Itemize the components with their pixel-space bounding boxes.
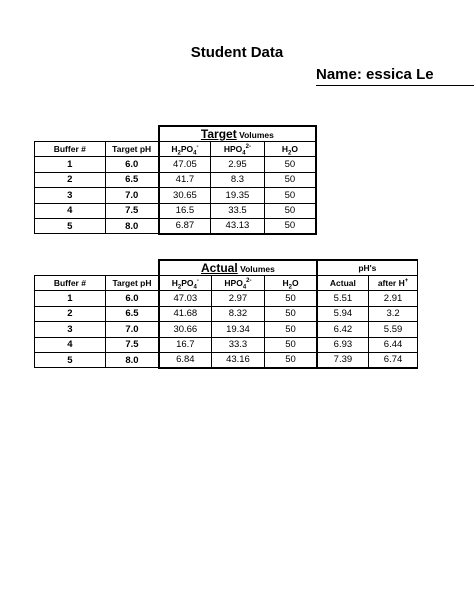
h2o-cell: 50 <box>265 337 317 352</box>
actual-ph-cell: 6.42 <box>317 322 369 337</box>
buffer-cell: 2 <box>35 306 106 321</box>
hpo4-header: $HPO_4^{2-}$ <box>211 276 265 291</box>
h2o-cell: 50 <box>264 172 316 187</box>
h2po4-cell: 41.68 <box>159 306 211 321</box>
h2po4-header: $H_2PO_4^-$ <box>159 276 211 291</box>
buffer-cell: 4 <box>35 337 106 352</box>
table-row <box>35 203 317 218</box>
ph-section-header: pH's <box>317 260 418 276</box>
h2o-cell: 50 <box>264 203 316 218</box>
page-title: Student Data <box>190 44 284 61</box>
target-ph-cell: 6.5 <box>105 172 159 187</box>
target-ph-cell: 8.0 <box>105 352 159 367</box>
hpo4-cell: 8.3 <box>211 172 265 187</box>
table-row <box>35 337 418 352</box>
h2o-cell: 50 <box>264 188 316 203</box>
buffer-cell: 3 <box>35 322 106 337</box>
table-row <box>35 322 418 337</box>
table-row <box>35 172 317 187</box>
target-ph-cell: 7.0 <box>105 322 159 337</box>
h2po4-cell: 47.05 <box>159 157 211 172</box>
target-ph-cell: 6.0 <box>105 157 159 172</box>
hpo4-cell: 2.97 <box>211 291 265 306</box>
student-name-label: Name: essica Le <box>316 66 434 83</box>
target-volumes-header <box>159 126 316 142</box>
h2o-cell: 50 <box>264 157 316 172</box>
hpo4-cell: 33.5 <box>211 203 265 218</box>
h2po4-cell: 6.87 <box>159 218 211 233</box>
hpo4-cell: 43.13 <box>211 218 265 233</box>
actual-volumes-title-rest: Volumes <box>240 264 275 274</box>
hpo4-cell: 8.32 <box>211 306 265 321</box>
buffer-cell: 5 <box>35 218 106 233</box>
after-h-cell: 2.91 <box>369 291 418 306</box>
hpo4-cell: 19.35 <box>211 188 265 203</box>
h2o-cell: 50 <box>265 322 317 337</box>
after-h-cell: 5.59 <box>369 322 418 337</box>
table-row <box>35 352 418 367</box>
buffer-cell: 1 <box>35 157 106 172</box>
hpo4-cell: 43.16 <box>211 352 265 367</box>
target-volumes-table <box>34 125 317 235</box>
hpo4-cell: 33.3 <box>211 337 265 352</box>
h2po4-cell: 16.5 <box>159 203 211 218</box>
student-name-field <box>316 62 474 86</box>
hpo4-cell: 2.95 <box>211 157 265 172</box>
after-h-cell: 6.44 <box>369 337 418 352</box>
target-volumes-title-main: Target <box>200 127 237 141</box>
h2o-cell: 50 <box>265 352 317 367</box>
actual-ph-cell: 7.39 <box>317 352 369 367</box>
target-ph-cell: 7.0 <box>105 188 159 203</box>
h2po4-cell: 16.7 <box>159 337 211 352</box>
after-h-header: after H+ <box>369 276 418 291</box>
h2po4-cell: 41.7 <box>159 172 211 187</box>
target-ph-cell: 7.5 <box>105 337 159 352</box>
target-ph-header: Target pH <box>105 142 159 157</box>
target-ph-cell: 8.0 <box>105 218 159 233</box>
h2po4-cell: 30.65 <box>159 188 211 203</box>
target-ph-cell: 6.5 <box>105 306 159 321</box>
target-volumes-title-rest: Volumes <box>239 130 274 140</box>
buffer-cell: 5 <box>35 352 106 367</box>
after-h-cell: 3.2 <box>369 306 418 321</box>
h2o-cell: 50 <box>264 218 316 233</box>
actual-volumes-title-main: Actual <box>201 261 238 275</box>
actual-ph-header: Actual <box>317 276 369 291</box>
h2o-header: $H_2O$ <box>264 142 316 157</box>
actual-ph-cell: 5.94 <box>317 306 369 321</box>
h2po4-cell: 47.03 <box>159 291 211 306</box>
table-row <box>35 291 418 306</box>
buffer-cell: 4 <box>35 203 106 218</box>
actual-volumes-table <box>34 259 418 369</box>
h2o-cell: 50 <box>265 291 317 306</box>
h2o-header: $H_2O$ <box>265 276 317 291</box>
table-row <box>35 218 317 233</box>
target-ph-cell: 7.5 <box>105 203 159 218</box>
hpo4-header: $HPO_4^{2-}$ <box>211 142 265 157</box>
target-ph-header: Target pH <box>105 276 159 291</box>
h2po4-cell: 30.66 <box>159 322 211 337</box>
actual-ph-cell: 5.51 <box>317 291 369 306</box>
table-row <box>35 157 317 172</box>
actual-volumes-header <box>159 260 317 276</box>
hpo4-cell: 19.34 <box>211 322 265 337</box>
buffer-cell: 2 <box>35 172 106 187</box>
buffer-header: Buffer # <box>35 142 106 157</box>
h2po4-cell: 6.84 <box>159 352 211 367</box>
target-ph-cell: 6.0 <box>105 291 159 306</box>
buffer-cell: 3 <box>35 188 106 203</box>
buffer-cell: 1 <box>35 291 106 306</box>
buffer-header: Buffer # <box>35 276 106 291</box>
after-h-cell: 6.74 <box>369 352 418 367</box>
h2o-cell: 50 <box>265 306 317 321</box>
table-row <box>35 306 418 321</box>
table-row <box>35 188 317 203</box>
actual-ph-cell: 6.93 <box>317 337 369 352</box>
h2po4-header: $H_2PO_4^-$ <box>159 142 211 157</box>
